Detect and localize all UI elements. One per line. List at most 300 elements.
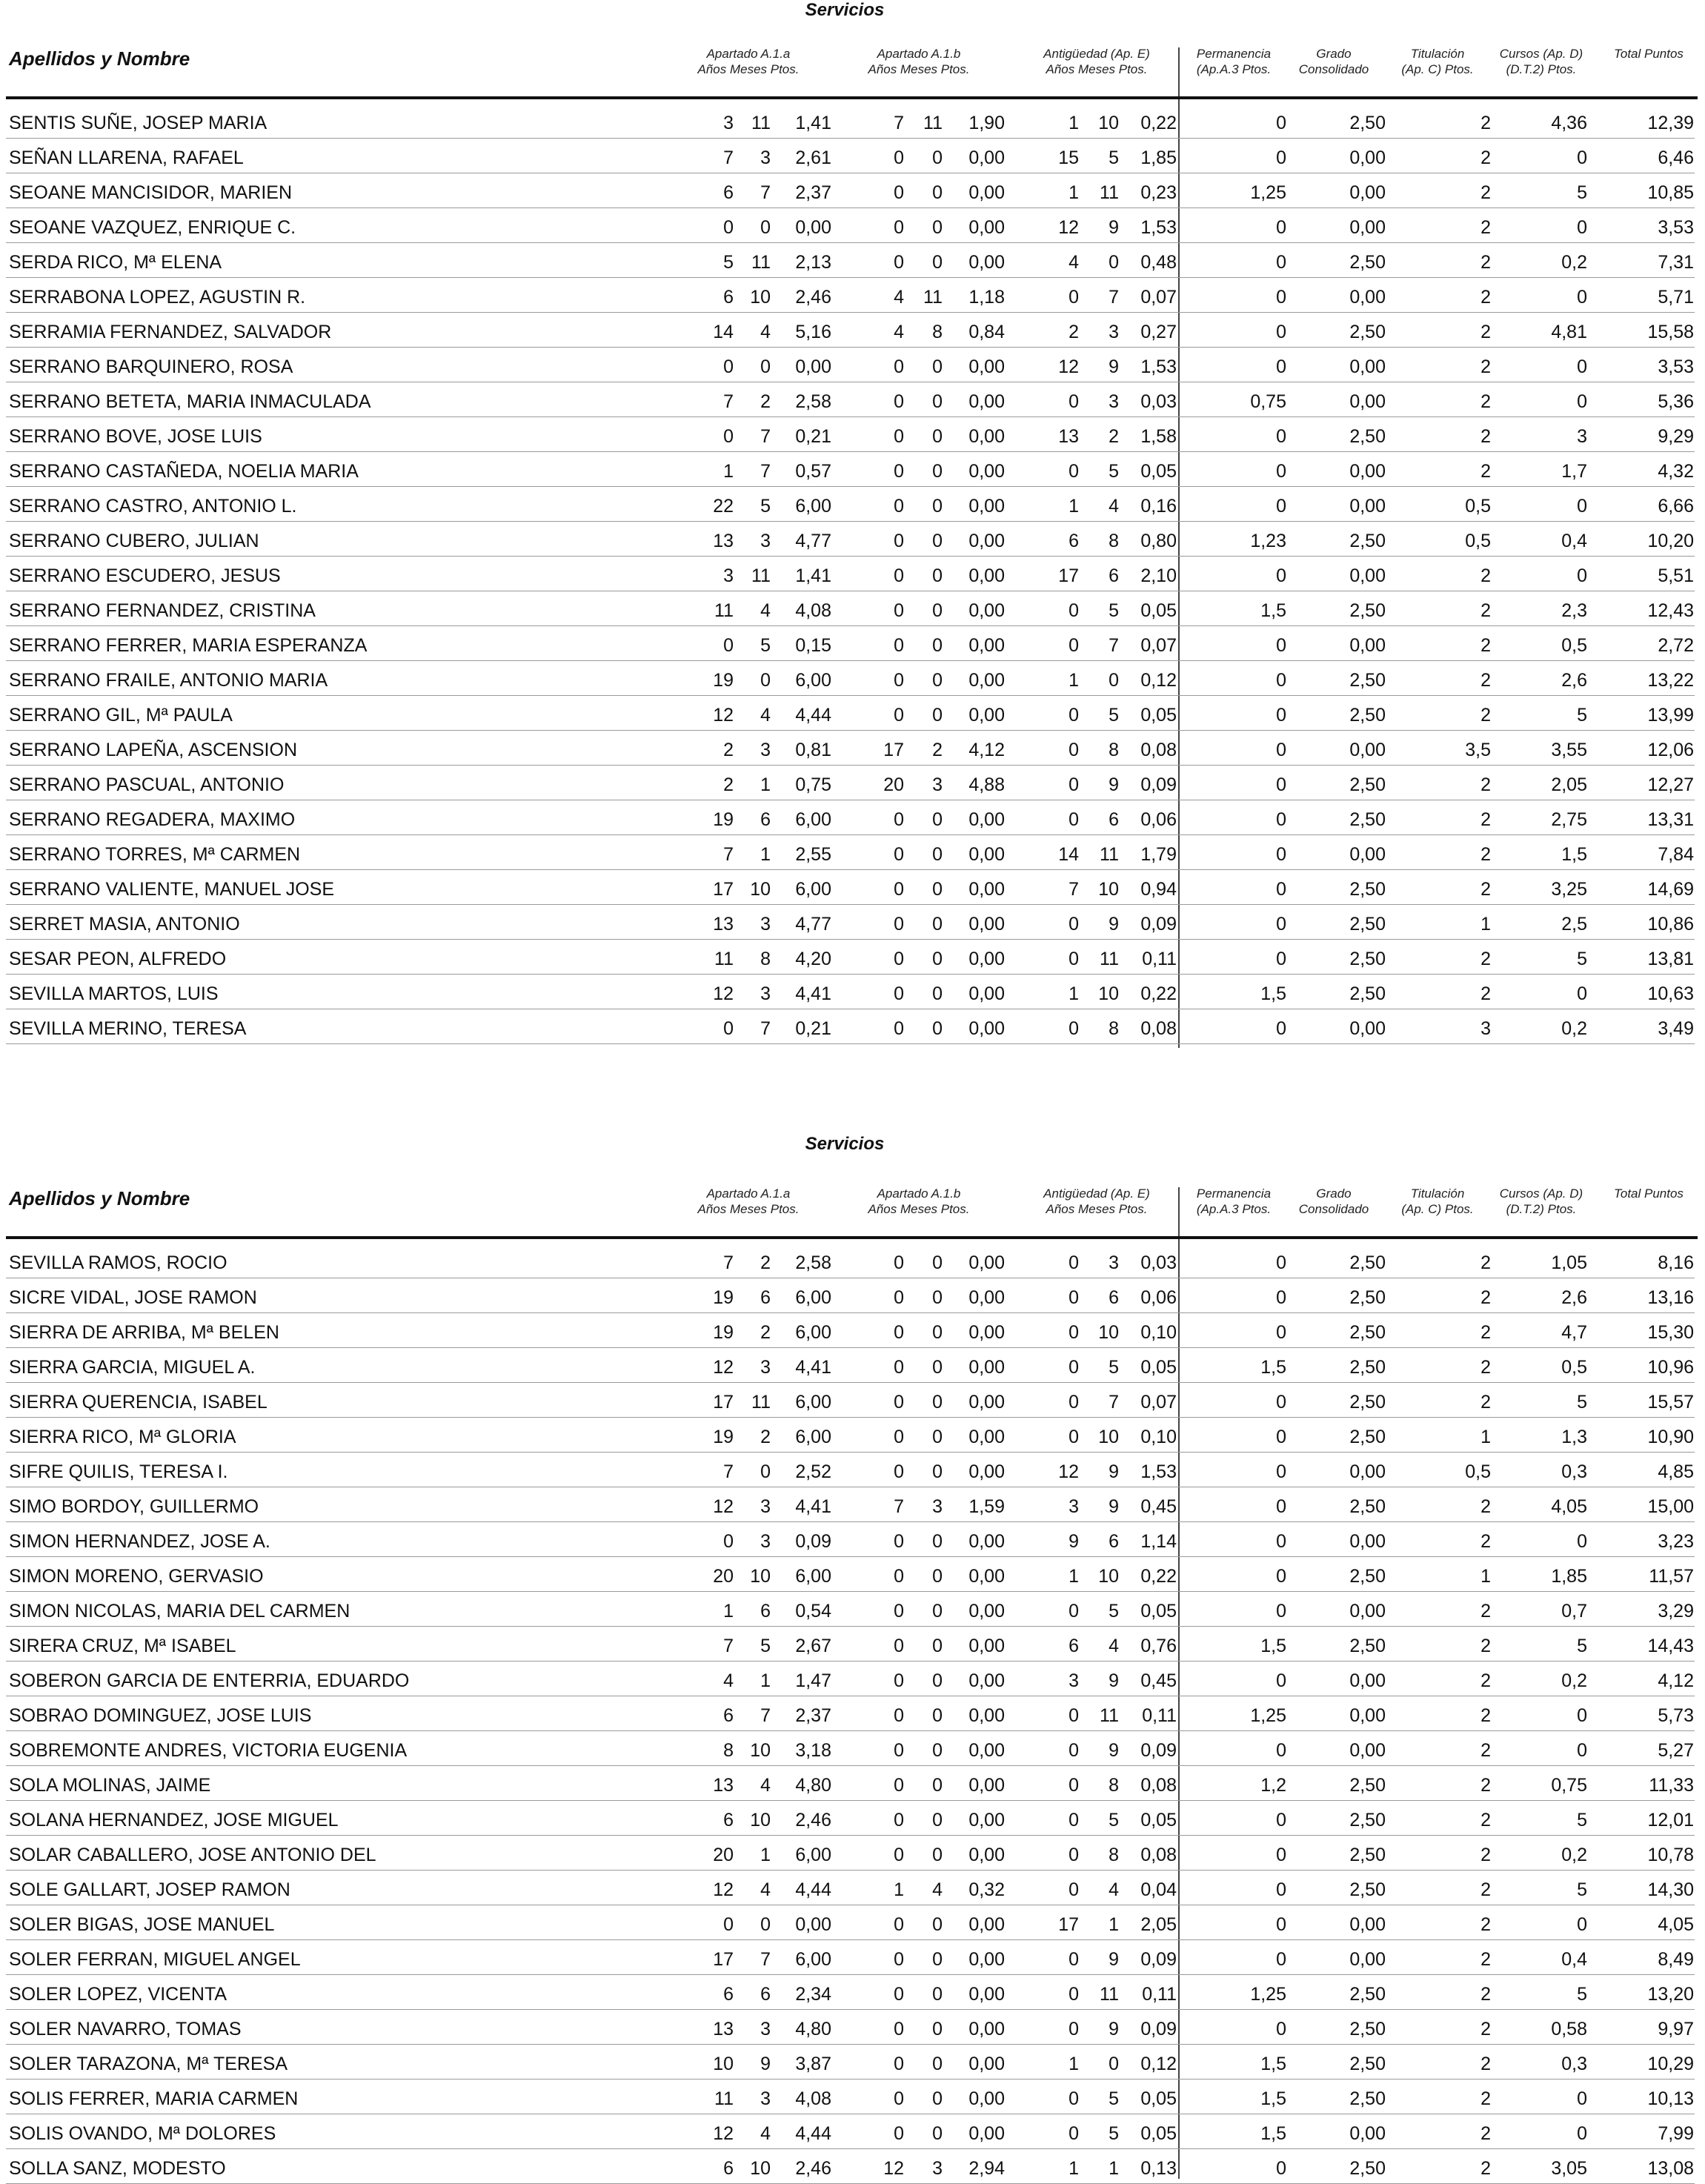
cell-a1b-years: 0 [894, 914, 904, 935]
cell-a1b-points: 0,00 [968, 2019, 1005, 2039]
cell-a1a-years: 3 [723, 565, 734, 586]
cell-a1a-points: 2,46 [795, 287, 831, 308]
cell-cursos: 0,2 [1561, 1845, 1587, 1865]
cell-titulacion: 2 [1480, 1601, 1491, 1622]
cell-total: 3,23 [1658, 1531, 1694, 1552]
header-rule [6, 96, 1698, 99]
cell-a1a-points: 2,52 [795, 1461, 831, 1482]
cell-ant-years: 0 [1068, 1984, 1079, 2005]
cell-ant-years: 0 [1068, 1879, 1079, 1900]
cell-permanencia: 1,5 [1260, 2088, 1286, 2109]
cell-a1b-years: 12 [883, 2158, 904, 2179]
cell-cursos: 4,7 [1561, 1322, 1587, 1343]
cell-a1b-points: 0,00 [968, 1845, 1005, 1865]
cell-titulacion: 2 [1480, 1670, 1491, 1691]
cell-total: 2,72 [1658, 635, 1694, 656]
cell-a1b-years: 1 [894, 1879, 904, 1900]
cell-a1b-years: 0 [894, 182, 904, 203]
cell-grado: 0,00 [1349, 635, 1386, 656]
cell-name: SOLE GALLART, JOSEP RAMON [9, 1879, 290, 1900]
cell-titulacion: 2 [1480, 1775, 1491, 1796]
cell-total: 4,12 [1658, 1670, 1694, 1691]
cell-total: 5,73 [1658, 1705, 1694, 1726]
column-header-a1b: Apartado A.1.b Años Meses Ptos. [868, 1186, 970, 1216]
cell-a1a-years: 0 [723, 1531, 734, 1552]
cell-a1b-points: 0,00 [968, 879, 1005, 900]
cell-permanencia: 0 [1276, 1252, 1286, 1273]
cell-titulacion: 2 [1480, 1531, 1491, 1552]
cell-a1b-points: 0,00 [968, 1636, 1005, 1656]
cell-a1b-years: 0 [894, 1357, 904, 1378]
cell-a1b-points: 0,00 [968, 914, 1005, 935]
cell-ant-months: 8 [1109, 1775, 1119, 1796]
cell-ant-years: 0 [1068, 1775, 1079, 1796]
cell-permanencia: 1,5 [1260, 2054, 1286, 2074]
table-row [0, 975, 1705, 1009]
cell-name: SEVILLA RAMOS, ROCIO [9, 1252, 227, 1273]
cell-ant-points: 0,10 [1140, 1322, 1177, 1343]
cell-name: SIERRA RICO, Mª GLORIA [9, 1427, 236, 1447]
cell-ant-points: 0,09 [1140, 2019, 1177, 2039]
cell-a1b-months: 0 [932, 1740, 943, 1761]
cell-a1a-points: 0,00 [795, 1914, 831, 1935]
cell-ant-months: 5 [1109, 2088, 1119, 2109]
cell-a1b-points: 0,00 [968, 1357, 1005, 1378]
cell-cursos: 2,6 [1561, 1287, 1587, 1308]
cell-a1a-years: 14 [713, 322, 734, 342]
cell-titulacion: 2 [1480, 2158, 1491, 2179]
cell-titulacion: 2 [1480, 1252, 1491, 1273]
cell-a1b-years: 20 [883, 774, 904, 795]
cell-ant-months: 0 [1109, 2054, 1119, 2074]
cell-a1b-months: 8 [932, 322, 943, 342]
cell-a1a-months: 0 [760, 217, 771, 238]
cell-ant-points: 0,22 [1140, 983, 1177, 1004]
cell-a1a-months: 4 [760, 705, 771, 726]
cell-a1b-months: 0 [932, 496, 943, 517]
cell-ant-months: 9 [1109, 1461, 1119, 1482]
cell-a1a-years: 13 [713, 914, 734, 935]
data-rows [0, 1244, 1705, 2184]
cell-cursos: 2,05 [1551, 774, 1587, 795]
cell-ant-years: 1 [1068, 2158, 1079, 2179]
cell-ant-points: 1,53 [1140, 356, 1177, 377]
cell-ant-points: 0,13 [1140, 2158, 1177, 2179]
cell-a1a-months: 2 [760, 1322, 771, 1343]
cell-titulacion: 2 [1480, 2019, 1491, 2039]
table-row [0, 1453, 1705, 1487]
cell-total: 15,57 [1647, 1392, 1694, 1413]
cell-total: 10,86 [1647, 914, 1694, 935]
cell-a1b-years: 0 [894, 1984, 904, 2005]
cell-permanencia: 0 [1276, 1810, 1286, 1830]
cell-total: 12,43 [1647, 600, 1694, 621]
cell-name: SOLANA HERNANDEZ, JOSE MIGUEL [9, 1810, 339, 1830]
cell-total: 13,31 [1647, 809, 1694, 830]
cell-a1a-months: 7 [760, 461, 771, 482]
cell-ant-points: 2,10 [1140, 565, 1177, 586]
cell-a1a-points: 6,00 [795, 1392, 831, 1413]
cell-titulacion: 0,5 [1465, 531, 1491, 551]
cell-a1a-months: 0 [760, 356, 771, 377]
cell-a1b-years: 4 [894, 287, 904, 308]
table-row [0, 870, 1705, 905]
cell-cursos: 2,75 [1551, 809, 1587, 830]
cell-a1b-months: 3 [932, 774, 943, 795]
cell-ant-points: 0,05 [1140, 1601, 1177, 1622]
cell-permanencia: 0 [1276, 1322, 1286, 1343]
cell-ant-months: 7 [1109, 1392, 1119, 1413]
cell-cursos: 0,7 [1561, 1601, 1587, 1622]
cell-ant-points: 0,48 [1140, 252, 1177, 273]
cell-a1a-years: 19 [713, 670, 734, 691]
cell-a1a-points: 0,81 [795, 740, 831, 760]
cell-permanencia: 0 [1276, 1601, 1286, 1622]
cell-ant-years: 0 [1068, 2123, 1079, 2144]
cell-a1b-months: 0 [932, 356, 943, 377]
cell-permanencia: 0 [1276, 1949, 1286, 1970]
cell-cursos: 5 [1577, 1879, 1587, 1900]
cell-titulacion: 2 [1480, 1810, 1491, 1830]
cell-titulacion: 2 [1480, 1636, 1491, 1656]
table-row [0, 905, 1705, 940]
table-row [0, 1313, 1705, 1348]
cell-a1a-years: 12 [713, 2123, 734, 2144]
cell-cursos: 0 [1577, 565, 1587, 586]
cell-a1a-months: 1 [760, 774, 771, 795]
cell-titulacion: 2 [1480, 2088, 1491, 2109]
cell-a1a-points: 4,77 [795, 531, 831, 551]
cell-ant-months: 8 [1109, 1018, 1119, 1039]
table-row [0, 313, 1705, 348]
cell-name: SENTIS SUÑE, JOSEP MARIA [9, 113, 267, 133]
cell-a1b-years: 7 [894, 113, 904, 133]
cell-ant-months: 9 [1109, 1740, 1119, 1761]
table-row [0, 278, 1705, 313]
cell-titulacion: 2 [1480, 705, 1491, 726]
cell-a1a-points: 6,00 [795, 1845, 831, 1865]
cell-permanencia: 0 [1276, 1914, 1286, 1935]
cell-cursos: 1,5 [1561, 844, 1587, 865]
cell-permanencia: 1,23 [1250, 531, 1286, 551]
cell-permanencia: 0 [1276, 287, 1286, 308]
cell-permanencia: 0 [1276, 322, 1286, 342]
cell-ant-years: 1 [1068, 2054, 1079, 2074]
cell-ant-months: 6 [1109, 809, 1119, 830]
cell-cursos: 1,85 [1551, 1566, 1587, 1587]
cell-permanencia: 0 [1276, 635, 1286, 656]
cell-a1b-points: 0,00 [968, 391, 1005, 412]
cell-name: SERRANO REGADERA, MAXIMO [9, 809, 296, 830]
cell-grado: 0,00 [1349, 1018, 1386, 1039]
cell-cursos: 4,05 [1551, 1496, 1587, 1517]
cell-a1b-months: 0 [932, 1461, 943, 1482]
cell-a1a-months: 10 [750, 2158, 771, 2179]
cell-cursos: 0,2 [1561, 252, 1587, 273]
cell-grado: 0,00 [1349, 356, 1386, 377]
cell-name: SEÑAN LLARENA, RAFAEL [9, 147, 244, 168]
cell-a1b-points: 1,90 [968, 113, 1005, 133]
cell-a1a-points: 2,13 [795, 252, 831, 273]
cell-a1b-points: 2,94 [968, 2158, 1005, 2179]
cell-ant-months: 10 [1098, 1427, 1119, 1447]
cell-name: SEOANE VAZQUEZ, ENRIQUE C. [9, 217, 296, 238]
cell-ant-years: 0 [1068, 1601, 1079, 1622]
table-row [0, 1662, 1705, 1696]
table-row [0, 1383, 1705, 1418]
cell-ant-months: 0 [1109, 670, 1119, 691]
cell-a1b-months: 2 [932, 740, 943, 760]
table-row [0, 731, 1705, 766]
cell-a1a-months: 10 [750, 1566, 771, 1587]
cell-a1b-points: 0,00 [968, 1775, 1005, 1796]
cell-permanencia: 0 [1276, 217, 1286, 238]
cell-permanencia: 0 [1276, 252, 1286, 273]
cell-a1a-months: 7 [760, 426, 771, 447]
cell-ant-months: 4 [1109, 496, 1119, 517]
column-header-total: Total Puntos [1614, 1186, 1684, 1201]
cell-a1b-years: 0 [894, 2123, 904, 2144]
cell-a1b-months: 0 [932, 1775, 943, 1796]
cell-a1b-points: 1,18 [968, 287, 1005, 308]
cell-ant-years: 3 [1068, 1670, 1079, 1691]
cell-a1a-months: 11 [751, 252, 771, 273]
cell-name: SICRE VIDAL, JOSE RAMON [9, 1287, 257, 1308]
table-row [0, 1557, 1705, 1592]
cell-ant-years: 6 [1068, 1636, 1079, 1656]
cell-a1b-months: 0 [932, 217, 943, 238]
cell-ant-months: 2 [1109, 426, 1119, 447]
cell-name: SERRET MASIA, ANTONIO [9, 914, 240, 935]
cell-ant-years: 0 [1068, 774, 1079, 795]
cell-ant-months: 6 [1109, 565, 1119, 586]
cell-name: SIMON HERNANDEZ, JOSE A. [9, 1531, 270, 1552]
cell-a1b-years: 0 [894, 1322, 904, 1343]
cell-permanencia: 0 [1276, 426, 1286, 447]
cell-total: 10,85 [1647, 182, 1694, 203]
cell-name: SOBREMONTE ANDRES, VICTORIA EUGENIA [9, 1740, 408, 1761]
cell-grado: 2,50 [1349, 2054, 1386, 2074]
cell-a1b-months: 0 [932, 1322, 943, 1343]
cell-a1b-months: 0 [932, 844, 943, 865]
cell-a1b-years: 0 [894, 1949, 904, 1970]
cell-ant-points: 0,45 [1140, 1670, 1177, 1691]
cell-titulacion: 1 [1480, 1566, 1491, 1587]
cell-a1b-months: 0 [932, 635, 943, 656]
cell-ant-years: 17 [1058, 1914, 1079, 1935]
cell-a1b-points: 0,00 [968, 2088, 1005, 2109]
cell-a1a-months: 5 [760, 496, 771, 517]
cell-ant-points: 0,06 [1140, 1287, 1177, 1308]
cell-permanencia: 0 [1276, 1845, 1286, 1865]
cell-grado: 0,00 [1349, 1740, 1386, 1761]
cell-cursos: 0 [1577, 356, 1587, 377]
cell-name: SESAR PEON, ALFREDO [9, 949, 227, 969]
cell-a1b-points: 0,00 [968, 1252, 1005, 1273]
cell-name: SERRANO BOVE, JOSE LUIS [9, 426, 262, 447]
cell-ant-months: 11 [1100, 1705, 1119, 1726]
cell-titulacion: 2 [1480, 949, 1491, 969]
cell-titulacion: 2 [1480, 879, 1491, 900]
cell-cursos: 0,5 [1561, 635, 1587, 656]
cell-name: SEOANE MANCISIDOR, MARIEN [9, 182, 292, 203]
cell-a1b-points: 0,00 [968, 252, 1005, 273]
cell-name: SOLAR CABALLERO, JOSE ANTONIO DEL [9, 1845, 376, 1865]
cell-titulacion: 2 [1480, 356, 1491, 377]
cell-ant-months: 11 [1100, 844, 1119, 865]
cell-a1a-months: 5 [760, 1636, 771, 1656]
cell-a1b-years: 0 [894, 983, 904, 1004]
cell-ant-years: 0 [1068, 1287, 1079, 1308]
cell-name: SERRANO LAPEÑA, ASCENSION [9, 740, 298, 760]
cell-ant-years: 12 [1058, 1461, 1079, 1482]
cell-a1b-points: 0,84 [968, 322, 1005, 342]
cell-grado: 2,50 [1349, 1287, 1386, 1308]
cell-ant-months: 9 [1109, 1949, 1119, 1970]
table-row [0, 557, 1705, 591]
cell-a1b-months: 0 [932, 1914, 943, 1935]
cell-total: 11,33 [1649, 1775, 1694, 1796]
cell-a1b-points: 0,00 [968, 356, 1005, 377]
cell-a1a-years: 7 [723, 1636, 734, 1656]
cell-a1b-months: 0 [932, 879, 943, 900]
cell-a1b-years: 0 [894, 949, 904, 969]
cell-a1a-months: 7 [760, 1949, 771, 1970]
data-rows [0, 104, 1705, 1044]
cell-grado: 0,00 [1349, 1705, 1386, 1726]
cell-name: SIERRA DE ARRIBA, Mª BELEN [9, 1322, 279, 1343]
cell-ant-years: 0 [1068, 2019, 1079, 2039]
cell-a1a-points: 2,58 [795, 391, 831, 412]
cell-ant-months: 11 [1100, 1984, 1119, 2005]
cell-a1a-months: 10 [750, 879, 771, 900]
cell-name: SERRAMIA FERNANDEZ, SALVADOR [9, 322, 332, 342]
cell-a1b-years: 0 [894, 1461, 904, 1482]
cell-cursos: 4,81 [1551, 322, 1587, 342]
cell-grado: 2,50 [1349, 2019, 1386, 2039]
cell-permanencia: 0 [1276, 705, 1286, 726]
cell-a1b-years: 0 [894, 1252, 904, 1273]
cell-a1a-points: 0,54 [795, 1601, 831, 1622]
cell-total: 7,31 [1658, 252, 1694, 273]
cell-ant-months: 9 [1109, 1670, 1119, 1691]
cell-a1a-months: 3 [760, 147, 771, 168]
table-row [0, 417, 1705, 452]
cell-ant-points: 0,10 [1140, 1427, 1177, 1447]
cell-name: SERRANO BETETA, MARIA INMACULADA [9, 391, 371, 412]
cell-a1a-points: 6,00 [795, 496, 831, 517]
cell-grado: 0,00 [1349, 147, 1386, 168]
cell-a1a-months: 2 [760, 1427, 771, 1447]
cell-cursos: 3 [1577, 426, 1587, 447]
cell-a1a-points: 0,00 [795, 356, 831, 377]
cell-name: SOLIS OVANDO, Mª DOLORES [9, 2123, 276, 2144]
cell-a1b-years: 0 [894, 600, 904, 621]
cell-a1a-points: 4,44 [795, 705, 831, 726]
cell-a1b-points: 0,00 [968, 496, 1005, 517]
cell-grado: 2,50 [1349, 914, 1386, 935]
cell-a1a-points: 0,09 [795, 1531, 831, 1552]
cell-a1a-years: 20 [713, 1845, 734, 1865]
table-row [0, 1592, 1705, 1627]
cell-total: 14,30 [1647, 1879, 1694, 1900]
cell-a1a-months: 10 [750, 1810, 771, 1830]
cell-a1a-points: 6,00 [795, 1427, 831, 1447]
cell-ant-years: 0 [1068, 1740, 1079, 1761]
cell-a1b-years: 7 [894, 1496, 904, 1517]
cell-a1a-years: 0 [723, 426, 734, 447]
cell-a1b-months: 0 [932, 983, 943, 1004]
cell-ant-years: 0 [1068, 2088, 1079, 2109]
cell-a1a-months: 3 [760, 983, 771, 1004]
cell-a1b-points: 0,00 [968, 426, 1005, 447]
table-row [0, 2045, 1705, 2080]
cell-total: 3,53 [1658, 217, 1694, 238]
cell-a1b-years: 0 [894, 461, 904, 482]
cell-name: SERRANO VALIENTE, MANUEL JOSE [9, 879, 334, 900]
cell-grado: 0,00 [1349, 844, 1386, 865]
cell-a1a-months: 3 [760, 1496, 771, 1517]
cell-titulacion: 2 [1480, 217, 1491, 238]
cell-a1b-points: 0,00 [968, 1601, 1005, 1622]
cell-ant-points: 1,85 [1140, 147, 1177, 168]
cell-a1a-points: 2,61 [795, 147, 831, 168]
cell-permanencia: 0 [1276, 113, 1286, 133]
cell-a1a-years: 22 [713, 496, 734, 517]
table-row [0, 2114, 1705, 2149]
cell-a1b-months: 0 [932, 1670, 943, 1691]
cell-ant-points: 0,08 [1140, 1845, 1177, 1865]
table-row [0, 800, 1705, 835]
cell-ant-years: 0 [1068, 287, 1079, 308]
cell-permanencia: 0 [1276, 565, 1286, 586]
cell-a1b-months: 0 [932, 1531, 943, 1552]
cell-name: SOLER TARAZONA, Mª TERESA [9, 2054, 288, 2074]
table-row [0, 1905, 1705, 1940]
cell-ant-years: 0 [1068, 1392, 1079, 1413]
cell-ant-months: 0 [1109, 252, 1119, 273]
cell-ant-points: 0,05 [1140, 2088, 1177, 2109]
cell-permanencia: 0 [1276, 809, 1286, 830]
cell-grado: 0,00 [1349, 182, 1386, 203]
cell-a1a-months: 11 [751, 113, 771, 133]
cell-grado: 0,00 [1349, 1914, 1386, 1935]
cell-a1a-points: 4,08 [795, 2088, 831, 2109]
cell-ant-years: 3 [1068, 1496, 1079, 1517]
cell-a1a-points: 6,00 [795, 1566, 831, 1587]
cell-grado: 2,50 [1349, 600, 1386, 621]
cell-a1a-months: 0 [760, 1914, 771, 1935]
cell-ant-months: 9 [1109, 217, 1119, 238]
cell-a1a-years: 3 [723, 113, 734, 133]
cell-cursos: 0,4 [1561, 1949, 1587, 1970]
cell-ant-months: 6 [1109, 1287, 1119, 1308]
table-row [0, 348, 1705, 382]
cell-name: SIRERA CRUZ, Mª ISABEL [9, 1636, 236, 1656]
cell-ant-points: 0,23 [1140, 182, 1177, 203]
cell-a1b-points: 0,00 [968, 217, 1005, 238]
cell-ant-years: 0 [1068, 1427, 1079, 1447]
table-row [0, 1009, 1705, 1044]
cell-permanencia: 1,5 [1260, 1636, 1286, 1656]
cell-a1b-years: 0 [894, 1914, 904, 1935]
cell-a1b-years: 0 [894, 1775, 904, 1796]
cell-grado: 0,00 [1349, 1531, 1386, 1552]
cell-titulacion: 2 [1480, 1984, 1491, 2005]
cell-name: SERRANO FERRER, MARIA ESPERANZA [9, 635, 368, 656]
cell-a1b-months: 0 [932, 949, 943, 969]
cell-permanencia: 0 [1276, 740, 1286, 760]
